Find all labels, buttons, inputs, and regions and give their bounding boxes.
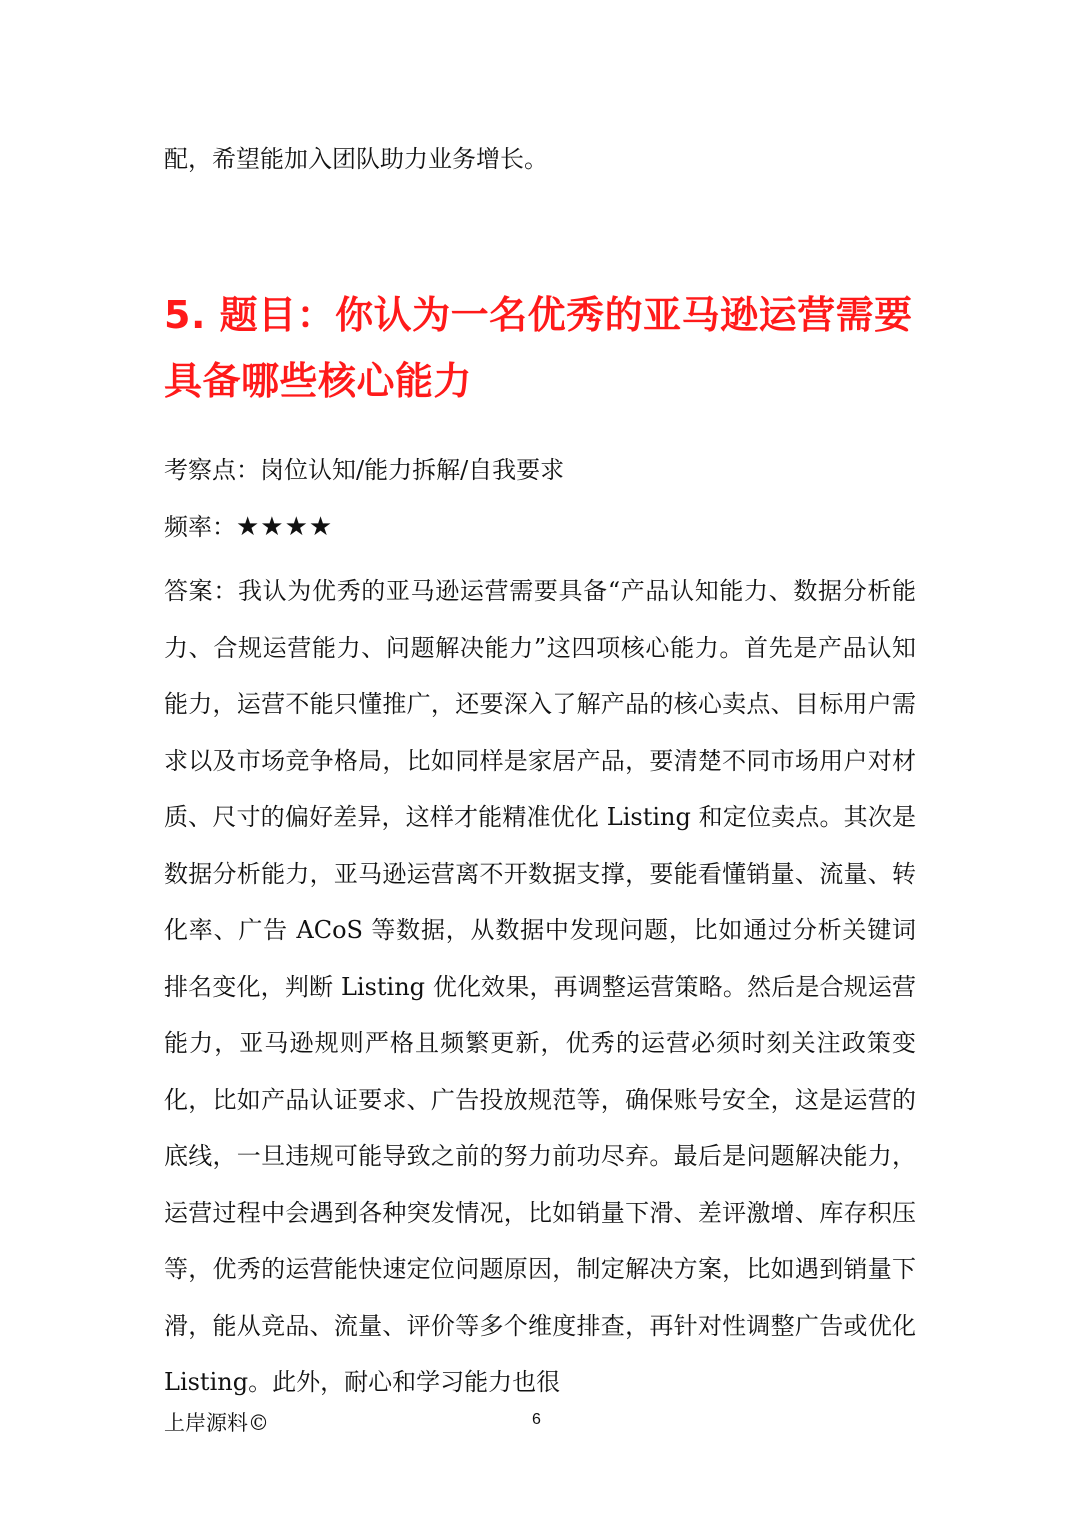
carry-over-paragraph: 配，希望能加入团队助力业务增长。 (164, 145, 548, 173)
frequency-stars: ★★★★ (236, 512, 334, 542)
examination-point: 考察点：岗位认知/能力拆解/自我要求 (164, 456, 565, 484)
question-heading: 5. 题目：你认为一名优秀的亚马逊运营需要具备哪些核心能力 (164, 293, 913, 403)
frequency-label: 频率： (164, 513, 236, 541)
footer-source: 上岸源料© (164, 1411, 269, 1435)
frequency-row (164, 507, 916, 547)
page-number: 6 (532, 1411, 541, 1428)
answer-paragraph: 答案：我认为优秀的亚马逊运营需要具备“产品认知能力、数据分析能力、合规运营能力、问题解决能力”这四项核心能力。首先是产品认知能力，运营不能只懂推广，还要深入了解产品的核心卖点、目标用户需求以及市场竞争格局，比如同样是家居产品，要清楚不同市场用户对材质、尺寸的偏好差异，这样才能精准优化 Listing 和定位卖点。其次是数据分析能力，亚马逊运营离不开数据支撑，要能看懂销量、流量、转化率、广告 ACoS 等数据，从数据中发现问题，比如通过分析关键词排名变化，判断 Listing 优化效果，再调整运营策略。然后是合规运营能力，亚马逊规则严格且频繁更新，优秀的运营必须时刻关注政策变化，比如产品认证要求、广告投放规范等，确保账号安全，这是运营的底线，一旦违规可能导致之前的努力前功尽弃。最后是问题解决能力，运营过程中会遇到各种突发情况，比如销量下滑、差评激增、库存积压等，优秀的运营能快速定位问题原因，制定解决方案，比如遇到销量下滑，能从竞品、流量、评价等多个维度排查，再针对性调整广告或优化 Listing。此外，耐心和学习能力也很 (164, 577, 916, 1396)
